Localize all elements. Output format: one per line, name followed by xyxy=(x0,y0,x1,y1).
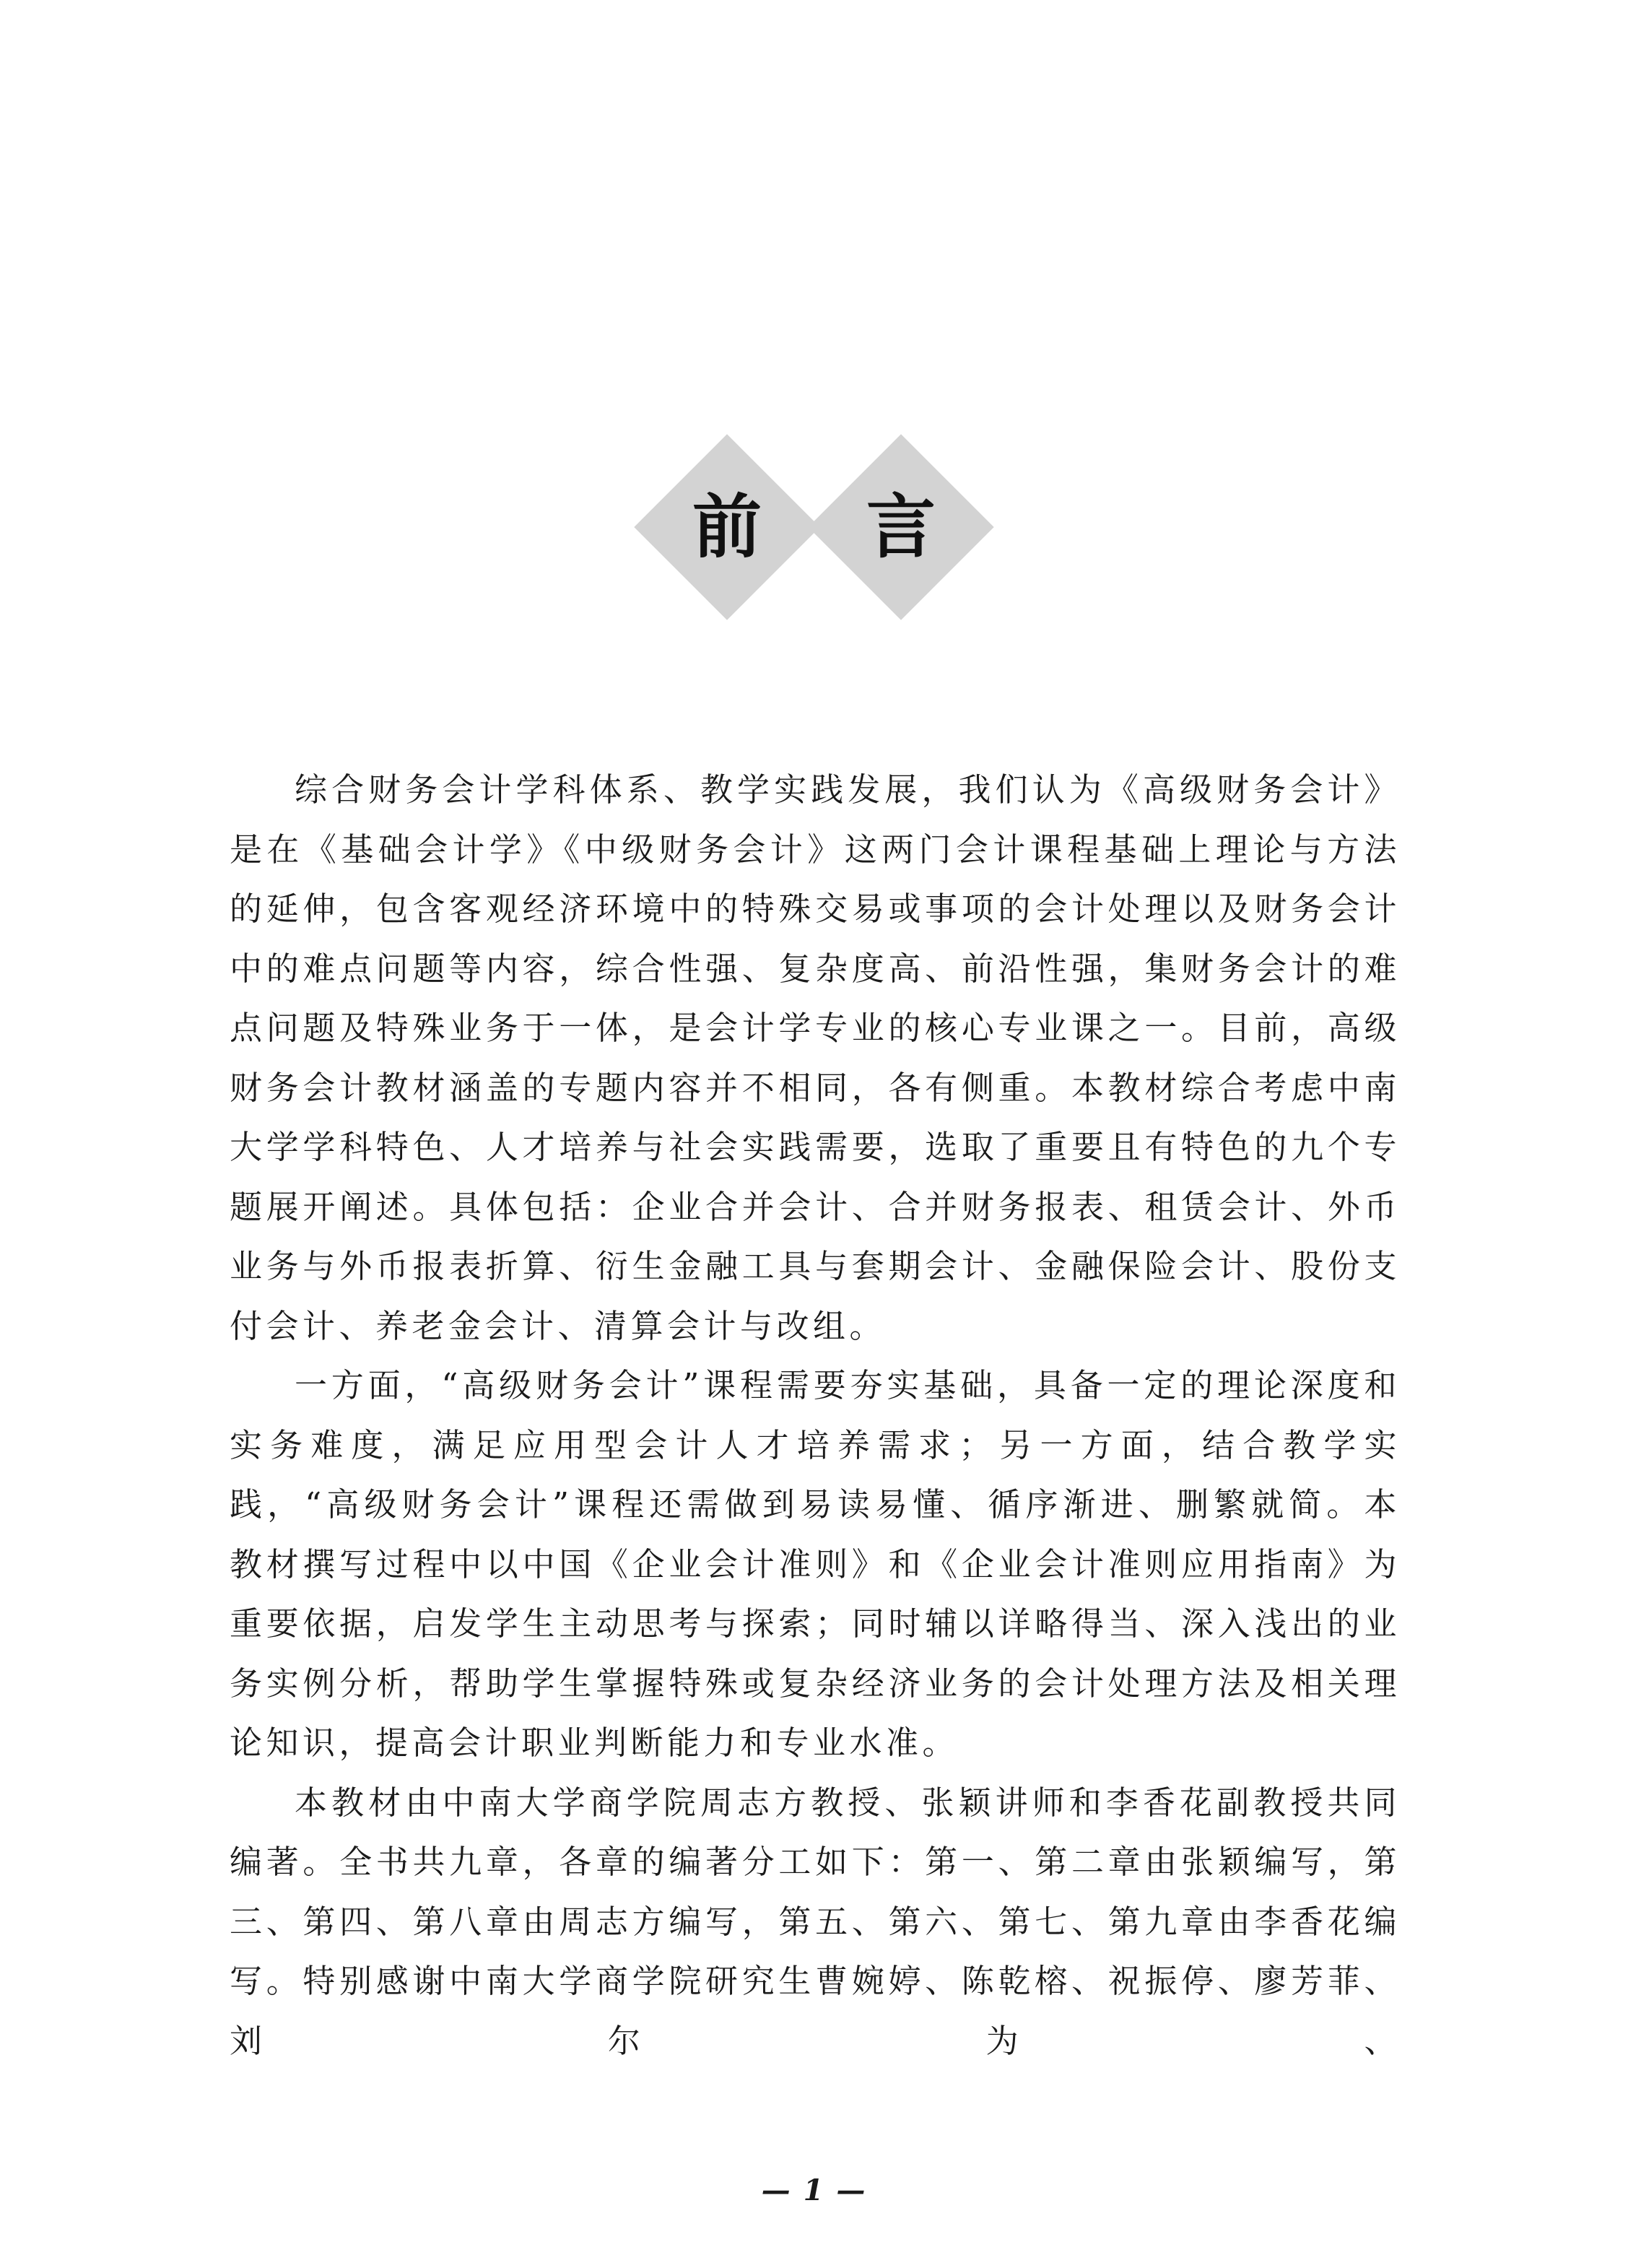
title-char-1: 前 xyxy=(692,486,762,568)
title-char-2: 言 xyxy=(866,486,936,568)
page-number: — 1 — xyxy=(761,2173,867,2207)
paragraph-2: 一方面，“高级财务会计”课程需要夯实基础，具备一定的理论深度和实务难度，满足应用型会计人才培养需求；另一方面，结合教学实践，“高级财务会计”课程还需做到易读易懂、循序渐进、删繁就简。本教材撰写过程中以中国《企业会计准则》和《企业会计准则应用指南》为重要依据，启发学生主动思考与探索；同时辅以详略得当、深入浅出的业务实例分析，帮助学生掌握特殊或复杂经济业务的会计处理方法及相关理论知识，提高会计职业判断能力和专业水准。 xyxy=(230,1366,1401,1762)
title-char-1-block xyxy=(633,433,821,621)
preface-body xyxy=(230,760,1401,2071)
preface-title xyxy=(0,433,1628,621)
title-char-2-block xyxy=(807,433,995,621)
paragraph-3: 本教材由中南大学商学院周志方教授、张颖讲师和李香花副教授共同编著。全书共九章，各章的编著分工如下：第一、第二章由张颖编写，第三、第四、第八章由周志方编写，第五、第六、第七、第九章由李香花编写。特别感谢中南大学商学院研究生曹婉婷、陈乾榕、祝振停、廖芳菲、刘尔为、 xyxy=(230,1783,1401,2060)
paragraph-1: 综合财务会计学科体系、教学实践发展，我们认为《高级财务会计》是在《基础会计学》《中级财务会计》这两门会计课程基础上理论与方法的延伸，包含客观经济环境中的特殊交易或事项的会计处理以及财务会计中的难点问题等内容，综合性强、复杂度高、前沿性强，集财务会计的难点问题及特殊业务于一体，是会计学专业的核心专业课之一。目前，高级财务会计教材涵盖的专题内容并不相同，各有侧重。本教材综合考虑中南大学学科特色、人才培养与社会实践需要，选取了重要且有特色的九个专题展开阐述。具体包括：企业合并会计、合并财务报表、租赁会计、外币业务与外币报表折算、衍生金融工具与套期会计、金融保险会计、股份支付会计、养老金会计、清算会计与改组。 xyxy=(230,770,1401,1345)
